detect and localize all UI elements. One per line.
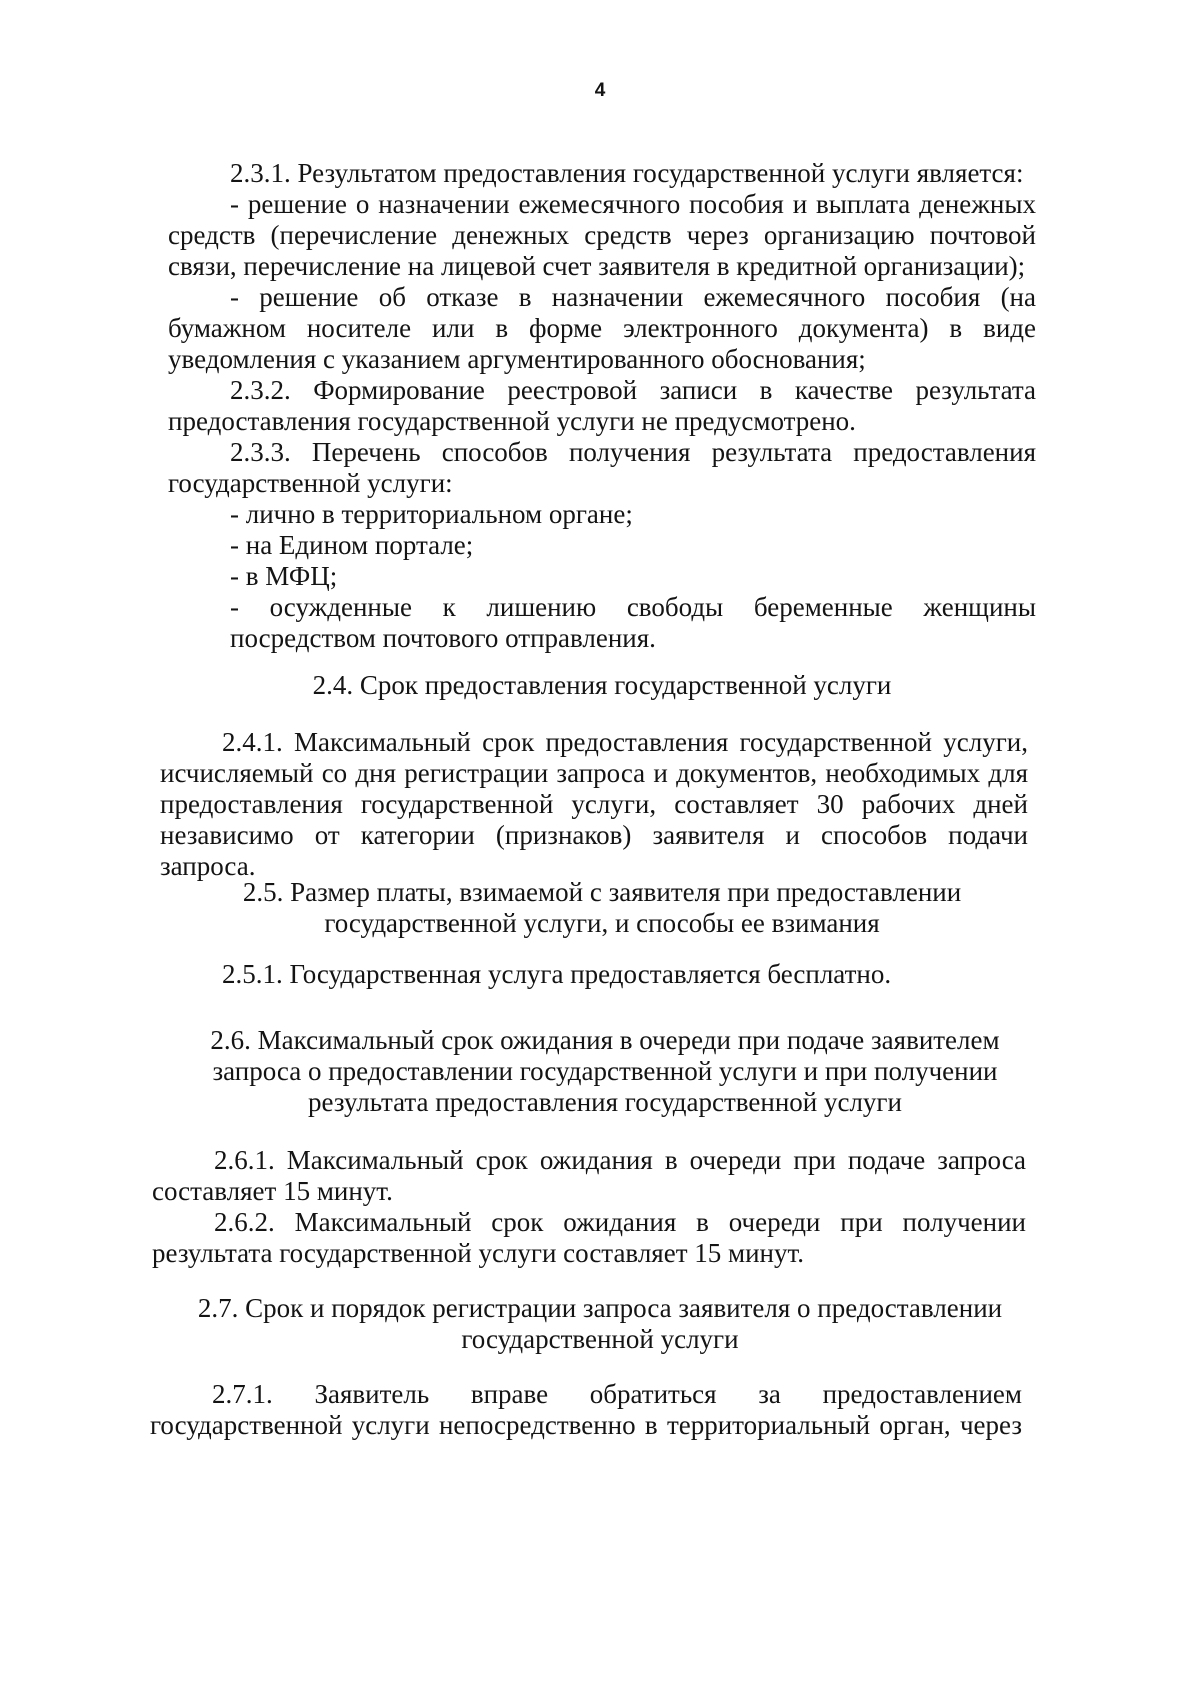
section-heading-line: запроса о предоставлении государственной услуги и при получении [212,1056,998,1086]
section-heading-line: государственной услуги, и способы ее взимания [324,908,880,938]
paragraph-2-3-3: 2.3.3. Перечень способов получения результата предоставления государственной услуги: [168,437,1036,498]
section-heading-line: 2.5. Размер платы, взимаемой с заявителя при предоставлении [242,877,962,907]
section-2-6-block [152,1145,1026,1269]
paragraph-2-3-2: 2.3.2. Формирование реестровой записи в качестве результата предоставления государственной услуги не предусмотрено. [168,375,1036,436]
section-2-5-heading-block [168,877,1036,939]
paragraph-2-4-1: 2.4.1. Максимальный срок предоставления государственной услуги, исчисляемый со дня регистрации запроса и документов, необходимых для предоставления государственной услуги, составляет 30 рабочих дней независимо от категории (признаков) заявителя и способов подачи запроса. [160,727,1028,881]
section-2-6-heading-block [160,1025,1050,1118]
paragraph-2-6-2: 2.6.2. Максимальный срок ожидания в очереди при получении результата государственной услуги составляет 15 минут. [152,1207,1026,1268]
list-item: - осужденные к лишению свободы беременные женщины посредством почтового отправления. [230,592,1036,653]
section-2-4-heading-block [168,670,1036,701]
section-heading-line: 2.7. Срок и порядок регистрации запроса заявителя о предоставлении [197,1293,1003,1323]
paragraph-2-3-1-b: - решение об отказе в назначении ежемесячного пособия (на бумажном носителе или в форме электронного документа) в виде уведомления с указанием аргументированного обоснования; [168,282,1036,374]
section-2-5-block [160,959,1028,990]
paragraph-2-6-1: 2.6.1. Максимальный срок ожидания в очереди при подаче запроса составляет 15 минут. [152,1145,1026,1206]
paragraph-2-5-1: 2.5.1. Государственная услуга предоставляется бесплатно. [222,959,892,989]
list-item: - в МФЦ; [230,561,338,591]
section-2-7-block [150,1379,1022,1441]
section-heading-line: результата предоставления государственной услуги [308,1087,902,1117]
section-heading-line: 2.6. Максимальный срок ожидания в очереди при подаче заявителем [210,1025,1000,1055]
paragraph-2-3-1: 2.3.1. Результатом предоставления государственной услуги является: [230,158,1024,188]
page-number: 4 [594,80,606,101]
list-item: - лично в территориальном органе; [230,499,633,529]
section-2-4-block [160,727,1028,882]
list-item: - на Едином портале; [230,530,474,560]
section-2-3-block [168,158,1036,654]
paragraph-2-7-1: 2.7.1. Заявитель вправе обратиться за предоставлением государственной услуги непосредственно в территориальный орган, через [150,1379,1022,1440]
paragraph-2-3-1-a: - решение о назначении ежемесячного пособия и выплата денежных средств (перечисление денежных средств через организацию почтовой связи, перечисление на лицевой счет заявителя в кредитной организации); [168,189,1036,281]
section-2-7-heading-block [150,1293,1050,1355]
section-heading: 2.4. Срок предоставления государственной услуги [312,670,892,700]
section-heading-line: государственной услуги [461,1324,739,1354]
